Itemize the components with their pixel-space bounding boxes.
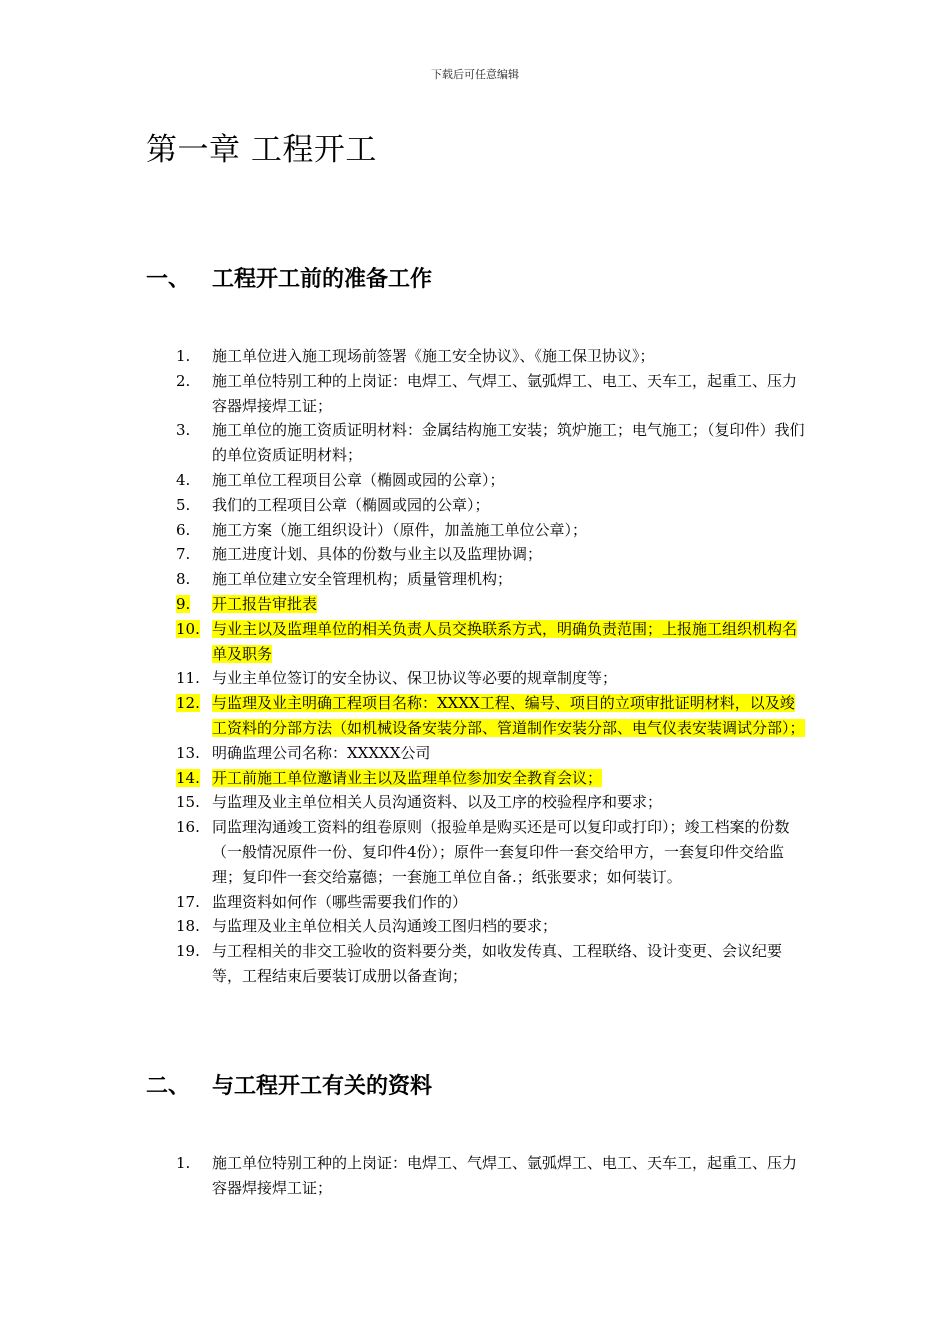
- item-number: 17.: [176, 892, 200, 911]
- item-number: 1.: [176, 347, 191, 365]
- item-number: 10.: [176, 619, 200, 638]
- item-text: 施工单位特别工种的上岗证：电焊工、气焊工、氩弧焊工、电工、天车工，起重工、压力容器焊接焊工证；: [212, 371, 798, 415]
- list-item: [176, 741, 806, 766]
- item-number: 18.: [176, 917, 200, 936]
- list-item: [176, 518, 806, 543]
- item-text: 施工单位的施工资质证明材料：金属结构施工安装；筑炉施工；电气施工；（复印件）我们的单位资质证明材料；: [212, 421, 805, 465]
- section-title: 与工程开工有关的资料: [212, 1074, 433, 1099]
- item-number: 11.: [176, 669, 200, 688]
- list-item: [176, 567, 806, 592]
- item-text: 施工单位工程项目公章（椭圆或园的公章）；: [212, 470, 505, 489]
- item-text: 与业主以及监理单位的相关负责人员交换联系方式，明确负责范围；上报施工组织机构名单及职务: [212, 619, 798, 663]
- item-number: 3.: [176, 421, 191, 440]
- list-item: [176, 592, 806, 617]
- item-text: 施工单位进入施工现场前签署《施工安全协议》、《施工保卫协议》；: [212, 347, 655, 365]
- list-item: [176, 493, 806, 518]
- item-number: 19.: [176, 942, 200, 961]
- list-item: [176, 890, 806, 915]
- list-item: [176, 815, 806, 889]
- item-number: 8.: [176, 570, 191, 589]
- item-number: 15.: [176, 793, 200, 812]
- section-2-list: [176, 1151, 806, 1201]
- item-text: 开工前施工单位邀请业主以及监理单位参加安全教育会议；: [212, 768, 603, 787]
- item-text: 与工程相关的非交工验收的资料要分类，如收发传真、工程联络、设计变更、会议纪要等，工程结束后要装订成册以备查询；: [212, 942, 783, 985]
- item-text: 与监理及业主单位相关人员沟通竣工图归档的要求；: [212, 917, 558, 936]
- list-item: [176, 691, 806, 741]
- item-number: 4.: [176, 470, 191, 489]
- item-text: 施工单位特别工种的上岗证：电焊工、气焊工、氩弧焊工、电工、天车工，起重工、压力容器焊接焊工证；: [212, 1154, 798, 1197]
- item-number: 5.: [176, 495, 191, 514]
- list-item: [176, 617, 806, 667]
- item-number: 7.: [176, 545, 191, 564]
- list-item: [176, 369, 806, 419]
- section-1-list: [176, 344, 806, 989]
- header-note: 下载后可任意编辑: [431, 68, 519, 81]
- item-text: 我们的工程项目公章（椭圆或园的公章）；: [212, 495, 490, 514]
- list-item: [176, 418, 806, 468]
- item-number: 9.: [176, 594, 191, 613]
- list-item: [176, 344, 806, 369]
- section-heading-2: [146, 1070, 432, 1104]
- item-text: 施工单位建立安全管理机构；质量管理机构；: [212, 570, 513, 589]
- item-text: 明确监理公司名称：XXXXX公司: [212, 743, 431, 762]
- list-item: [176, 914, 806, 939]
- item-number: 12.: [176, 694, 200, 713]
- item-text: 同监理沟通竣工资料的组卷原则（报验单是购买还是可以复印或打印）；竣工档案的份数（一般情况原件一份、复印件4份）；原件一套复印件一套交给甲方，一套复印件交给监理；复印件一套交给嘉德；一套施工单位自备.；纸张要求；如何装订。: [212, 818, 790, 886]
- item-number: 2.: [176, 371, 191, 390]
- list-item: [176, 939, 806, 989]
- section-title: 工程开工前的准备工作: [212, 267, 433, 292]
- list-item: [176, 766, 806, 791]
- item-text: 与业主单位签订的安全协议、保卫协议等必要的规章制度等；: [212, 669, 618, 688]
- item-number: 6.: [176, 520, 191, 539]
- list-item: [176, 666, 806, 691]
- item-text: 与监理及业主单位相关人员沟通资料、以及工序的校验程序和要求；: [212, 793, 663, 812]
- list-item: [176, 542, 806, 567]
- item-text: 施工方案（施工组织设计）（原件，加盖施工单位公章）；: [212, 520, 588, 539]
- section-number: 一、: [146, 267, 191, 292]
- item-number: 16.: [176, 818, 200, 837]
- item-number: 1.: [176, 1154, 191, 1172]
- item-number: 13.: [176, 743, 200, 762]
- item-text: 与监理及业主明确工程项目名称：XXXX工程、编号、项目的立项审批证明材料，以及竣工资料的分部方法（如机械设备安装分部、管道制作安装分部、电气仪表安装调试分部）；: [212, 694, 805, 737]
- section-heading-1: [146, 263, 432, 297]
- section-number: 二、: [146, 1074, 191, 1099]
- chapter-title: 第一章 工程开工: [146, 132, 377, 168]
- list-item: [176, 790, 806, 815]
- item-text: 开工报告审批表: [212, 594, 318, 613]
- item-text: 监理资料如何作（哪些需要我们作的）: [212, 892, 468, 911]
- item-number: 14.: [176, 768, 200, 787]
- list-item: [176, 1151, 806, 1201]
- list-item: [176, 468, 806, 493]
- item-text: 施工进度计划、具体的份数与业主以及监理协调；: [212, 545, 543, 564]
